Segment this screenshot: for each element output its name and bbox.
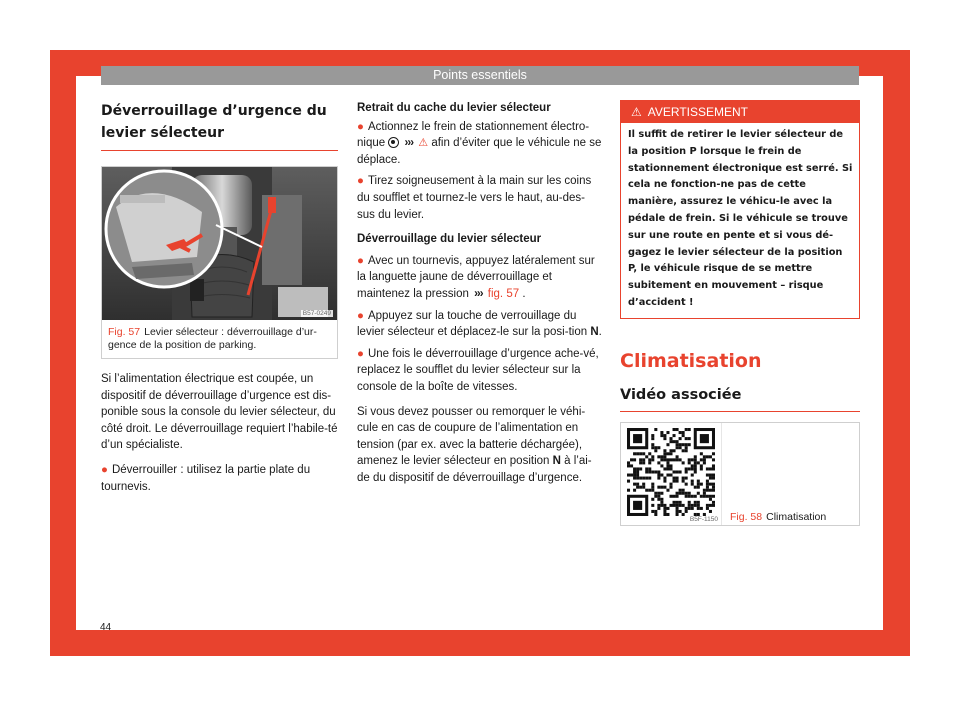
figure-number: Fig. 57 bbox=[108, 326, 141, 338]
bullet-icon: ● bbox=[357, 120, 364, 133]
warning-box bbox=[620, 100, 860, 319]
bullet-text: Appuyez sur la touche de verrouillage du levier sélecteur et déplacez-le sur la posi-tion bbox=[357, 309, 588, 339]
figure-caption bbox=[102, 320, 337, 358]
warning-title: AVERTISSEMENT bbox=[647, 105, 749, 119]
bullet-icon: ● bbox=[101, 463, 108, 476]
warning-header bbox=[621, 101, 859, 123]
bullet-text-end: . bbox=[598, 326, 602, 339]
figure-57 bbox=[101, 166, 338, 359]
bullet-text: Tirez soigneusement à la main sur les coins du soufflet et tournez-le vers le haut, au-des-sus du levier. bbox=[357, 175, 592, 221]
bullet-item bbox=[357, 119, 602, 169]
figure-58 bbox=[620, 422, 860, 526]
left-column bbox=[101, 100, 338, 495]
figure-caption-text: Levier sélecteur : déverrouillage d’ur-gence de la position de parking. bbox=[108, 326, 317, 351]
bullet-text-cont: afin d’éviter que le véhicule ne se déplace. bbox=[357, 137, 602, 166]
intro-paragraph: Si l’alimentation électrique est coupée, un dispositif de déverrouillage d’urgence est dis-ponible sous la console du levier sélecteur, du côté droit. Le déverrouillage requiert l’habile-té d’un spécialiste. bbox=[101, 373, 338, 452]
video-heading: Vidéo associée bbox=[620, 386, 742, 403]
bullet-icon: ● bbox=[357, 347, 364, 360]
gear-position: N bbox=[552, 455, 561, 468]
figure-number: Fig. 58 bbox=[730, 510, 763, 523]
qr-code-image[interactable] bbox=[621, 423, 722, 525]
bullet-item bbox=[357, 308, 602, 341]
figure-code: B57-0249 bbox=[302, 310, 331, 317]
bullet-text: Une fois le déverrouillage d’urgence ache-vé, replacez le soufflet du levier sélecteur sur la console de la boîte de vitesses. bbox=[357, 347, 599, 393]
qr-code-icon bbox=[627, 428, 715, 516]
bullet-item bbox=[357, 173, 602, 223]
warning-icon[interactable]: ⚠ bbox=[418, 137, 429, 150]
arrow-ref: ››› bbox=[474, 287, 483, 300]
bullet-icon: ● bbox=[357, 309, 364, 322]
figure-code: B5F-1150 bbox=[689, 515, 718, 523]
page-number: 44 bbox=[100, 622, 112, 633]
section-header: Points essentiels bbox=[101, 66, 859, 85]
eye-icon bbox=[388, 137, 399, 148]
gear-position: N bbox=[590, 326, 599, 339]
section-title: Déverrouillage d’urgence du levier sélecteur bbox=[101, 103, 327, 141]
bullet-icon: ● bbox=[357, 175, 364, 188]
bullet-item bbox=[101, 462, 338, 495]
bullet-item bbox=[357, 346, 602, 396]
figure-link[interactable]: fig. 57 bbox=[487, 287, 520, 300]
towing-paragraph bbox=[357, 404, 602, 487]
bullet-item bbox=[357, 253, 602, 303]
middle-column bbox=[357, 100, 602, 486]
bullet-text: Avec un tournevis, appuyez latéralement sur la languette jaune de déverrouillage et maintenez la pression bbox=[357, 254, 595, 300]
paragraph-text: Si vous devez pousser ou remorquer le véhi-cule en cas de coupure de l’alimentation en tension (par ex. avec la batterie déchargée), amenez le levier sélecteur en position bbox=[357, 405, 586, 468]
bullet-icon: ● bbox=[357, 254, 364, 267]
chapter-title: Climatisation bbox=[620, 349, 762, 372]
warning-text: Il suffit de retirer le levier sélecteur de la position P lorsque le frein de stationnement électronique est serré. Si cela ne fonction-ne pas de cette manière, assurez le véhicu-le avec la pédale de frein. Si le véhicule se trouve sur une route en pente et si vous dé-gagez le levier sélecteur de la position P, le véhicule risque de se mettre subitement en mouvement – risque d’accident ! bbox=[628, 129, 853, 308]
bullet-text-end: . bbox=[522, 287, 526, 300]
title-rule bbox=[101, 150, 338, 151]
gear-selector-illustration bbox=[102, 167, 337, 320]
bullet-text: Déverrouiller : utilisez la partie plate du tournevis. bbox=[101, 463, 311, 493]
figure-caption-text: Climatisation bbox=[766, 510, 827, 523]
right-column bbox=[620, 100, 860, 526]
subheading-cover-removal: Retrait du cache du levier sélecteur bbox=[357, 102, 551, 114]
arrow-ref: ››› bbox=[404, 137, 414, 150]
video-rule bbox=[620, 411, 860, 412]
warning-icon: ⚠ bbox=[631, 105, 642, 119]
subheading-lever-unlock: Déverrouillage du levier sélecteur bbox=[357, 233, 542, 246]
bullet-text: Actionnez le frein de stationnement électro-nique bbox=[357, 120, 590, 150]
gear-selector-photo bbox=[102, 167, 337, 320]
paragraph-text-end: à l’ai-de du dispositif de déverrouillage d’urgence. bbox=[357, 455, 592, 484]
figure-caption bbox=[722, 423, 826, 525]
